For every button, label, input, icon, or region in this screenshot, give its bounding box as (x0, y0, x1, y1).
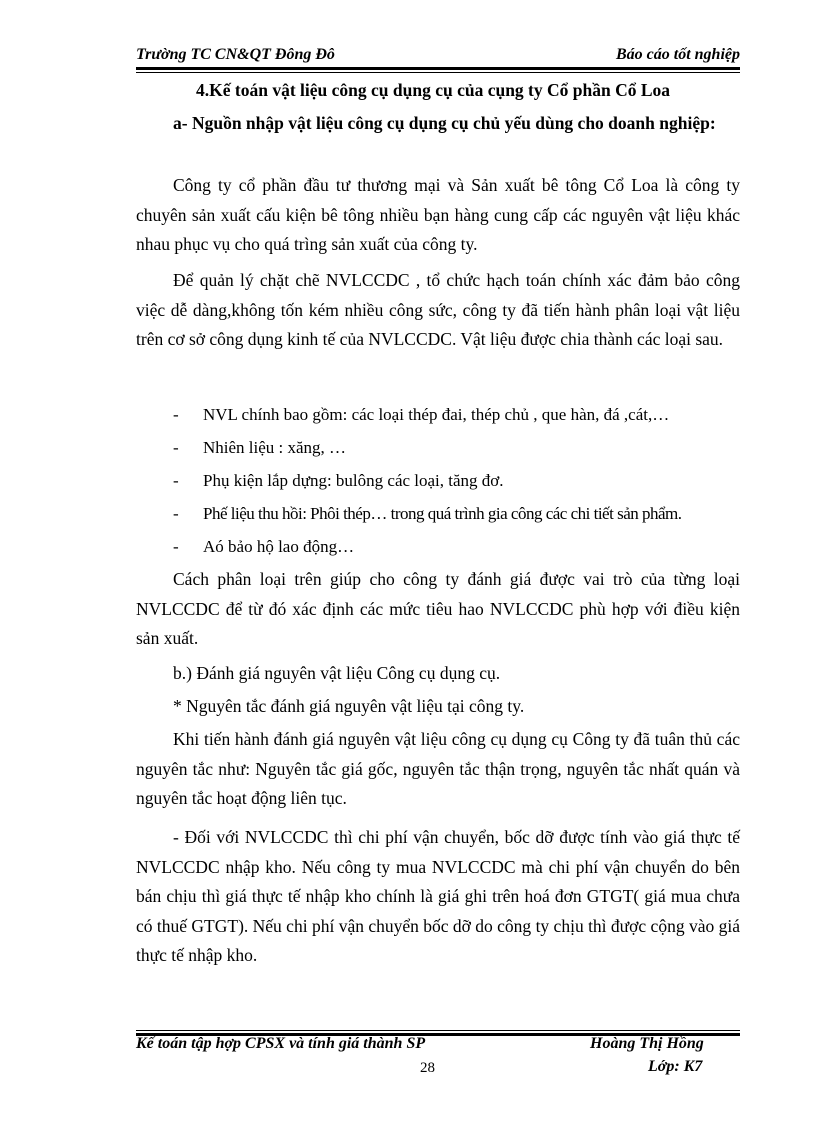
paragraph-2: Để quản lý chặt chẽ NVLCCDC , tổ chức hạch toán chính xác đảm bảo công việc dễ dàng,không tốn kém nhiều công sức, công ty đã tiến hành phân loại vật liệu trên cơ sở công dụng kinh tế của NVLCCDC. Vật liệu được chia thành các loại sau. (136, 270, 740, 349)
footer-class: Lớp: K7 (648, 1058, 703, 1075)
paragraph-3: Cách phân loại trên giúp cho công ty đánh giá được vai trò của từng loại NVLCCDC để từ đó xác định các mức tiêu hao NVLCCDC phù hợp với điều kiện sản xuất. (136, 569, 740, 648)
list-item-text: Phế liệu thu hồi: Phôi thép… trong quá trình gia công các chi tiết sản phẩm. (203, 504, 682, 523)
list-item-text: Nhiên liệu : xăng, … (203, 438, 347, 457)
list-item: - Aó bảo hộ lao động… (173, 537, 355, 556)
footer-topic: Kế toán tập hợp CPSX và tính giá thành SP (136, 1035, 426, 1052)
principle-heading: * Nguyên tắc đánh giá nguyên vật liệu tại công ty. (173, 696, 525, 716)
header-report-type: Báo cáo tốt nghiệp (615, 46, 740, 63)
paragraph-5: - Đối với NVLCCDC thì chi phí vận chuyển, bốc dỡ được tính vào giá thực tế NVLCCDC nhập kho. Nếu công ty mua NVLCCDC mà chi phí vận chuyển do bên bán chịu thì giá thực tế nhập kho chính là giá ghi trên hoá đơn GTGT( giá mua chưa có thuế GTGT). Nếu chi phí vận chuyển bốc dỡ do công ty chịu thì được cộng vào giá thực tế nhập kho. (136, 827, 740, 965)
footer-author: Hoàng Thị Hồng (590, 1035, 704, 1052)
paragraph-4: Khi tiến hành đánh giá nguyên vật liệu công cụ dụng cụ Công ty đã tuân thủ các nguyên tắc như: Nguyên tắc giá gốc, nguyên tắc thận trọng, nguyên tắc nhất quán và nguyên tắc hoạt động liên tục. (136, 729, 740, 808)
list-item: - NVL chính bao gồm: các loại thép đai, thép chủ , que hàn, đá ,cát,… (173, 405, 670, 424)
subsection-b-heading: b.) Đánh giá nguyên vật liệu Công cụ dụng cụ. (173, 663, 501, 683)
list-item: - Phụ kiện lắp dựng: bulông các loại, tăng đơ. (173, 471, 504, 490)
paragraph-1: Công ty cổ phần đầu tư thương mại và Sản xuất bê tông Cổ Loa là công ty chuyên sản xuất cấu kiện bê tông nhiều bạn hàng cung cấp các nguyên vật liệu khác nhau phục vụ cho quá trìng sản xuất của công ty. (136, 175, 740, 254)
list-item-text: Phụ kiện lắp dựng: bulông các loại, tăng đơ. (203, 471, 504, 490)
page-number: 28 (420, 1060, 435, 1076)
header-rule (136, 67, 740, 73)
list-item-text: Aó bảo hộ lao động… (203, 537, 355, 556)
list-item: - Phế liệu thu hồi: Phôi thép… trong quá trình gia công các chi tiết sản phẩm. (173, 504, 682, 523)
subsection-a-heading: a- Nguồn nhập vật liệu công cụ dụng cụ chủ yếu dùng cho doanh nghiệp: (173, 113, 716, 133)
section-title: 4.Kế toán vật liệu công cụ dụng cụ của cụng ty Cổ phần Cổ Loa (196, 80, 671, 100)
list-item: - Nhiên liệu : xăng, … (173, 438, 347, 457)
list-item-text: NVL chính bao gồm: các loại thép đai, thép chủ , que hàn, đá ,cát,… (203, 405, 670, 424)
header-school: Trường TC CN&QT Đông Đô (136, 46, 335, 63)
page-header (136, 46, 740, 64)
